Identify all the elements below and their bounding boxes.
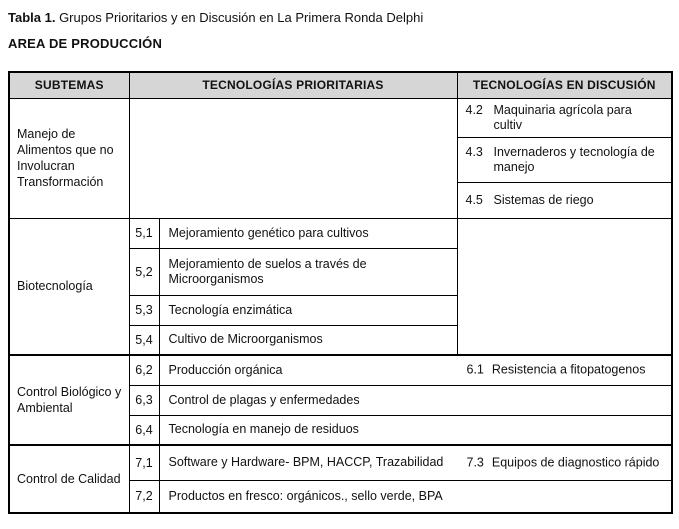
delphi-table xyxy=(8,71,673,514)
subtema-cell: Control Biológico y Ambiental xyxy=(9,355,129,445)
discussion-text: Invernaderos y tecnología de manejo xyxy=(493,144,655,174)
priority-text-cell: Control de plagas y enfermedades xyxy=(159,385,672,415)
priority-number-cell: 5,1 xyxy=(129,218,159,248)
discussion-cell xyxy=(457,98,672,137)
discussion-text: Resistencia a fitopatogenos xyxy=(491,362,646,377)
priority-number-cell: 5,3 xyxy=(129,295,159,325)
priority-and-discussion-cell xyxy=(159,355,672,385)
priority-text-cell: Tecnología en manejo de residuos xyxy=(159,415,672,445)
header-tecnologias-en-discusion: TECNOLOGÍAS EN DISCUSIÓN xyxy=(457,72,672,98)
priority-text-cell: Productos en fresco: orgánicos., sello verde, BPA xyxy=(159,480,672,513)
priority-text: Software y Hardware- BPM, HACCP, Trazabilidad xyxy=(168,455,444,470)
priority-number-cell: 5,2 xyxy=(129,248,159,295)
discussion-text: Sistemas de riego xyxy=(493,192,594,207)
subtema-cell: Control de Calidad xyxy=(9,445,129,513)
priority-number-cell: 7,2 xyxy=(129,480,159,513)
empty-discussion-cell xyxy=(457,218,672,355)
subtema-cell: Manejo de Alimentos que no Involucran Transformación xyxy=(9,98,129,218)
empty-priority-cell xyxy=(129,98,457,218)
discussion-cell xyxy=(457,137,672,182)
group-control-biologico xyxy=(9,355,672,445)
discussion-number: 6.1 xyxy=(466,362,484,377)
table-caption-label: Tabla 1. xyxy=(8,10,56,25)
subtema-cell: Biotecnología xyxy=(9,218,129,355)
header-subtemas: SUBTEMAS xyxy=(9,72,129,98)
discussion-number: 7.3 xyxy=(466,455,484,470)
table-header xyxy=(9,72,672,98)
discussion-number: 4.2 xyxy=(465,102,483,117)
group-control-de-calidad xyxy=(9,445,672,513)
discussion-text: Maquinaria agrícola para cultiv xyxy=(493,102,632,132)
priority-number-cell: 6,4 xyxy=(129,415,159,445)
priority-number-cell: 6,2 xyxy=(129,355,159,385)
priority-text-cell: Tecnología enzimática xyxy=(159,295,457,325)
table-caption xyxy=(8,10,671,26)
group-manejo-de-alimentos xyxy=(9,98,672,218)
priority-number-cell: 5,4 xyxy=(129,325,159,355)
priority-number-cell: 7,1 xyxy=(129,445,159,480)
discussion-cell xyxy=(457,182,672,218)
group-biotecnologia xyxy=(9,218,672,355)
discussion-inline xyxy=(467,455,660,470)
table-caption-text: Grupos Prioritarios y en Discusión en La Primera Ronda Delphi xyxy=(55,10,424,25)
discussion-text: Equipos de diagnostico rápido xyxy=(491,455,660,470)
priority-text-cell: Mejoramiento genético para cultivos xyxy=(159,218,457,248)
section-heading: AREA DE PRODUCCIÓN xyxy=(8,36,163,51)
priority-text-cell: Cultivo de Microorganismos xyxy=(159,325,457,355)
priority-text-cell: Mejoramiento de suelos a través de Microorganismos xyxy=(159,248,457,295)
priority-text: Producción orgánica xyxy=(168,362,283,377)
priority-and-discussion-cell xyxy=(159,445,672,480)
priority-number-cell: 6,3 xyxy=(129,385,159,415)
discussion-number: 4.3 xyxy=(465,144,483,159)
discussion-number: 4.5 xyxy=(465,192,483,207)
header-tecnologias-prioritarias: TECNOLOGÍAS PRIORITARIAS xyxy=(129,72,457,98)
discussion-inline xyxy=(467,363,646,378)
